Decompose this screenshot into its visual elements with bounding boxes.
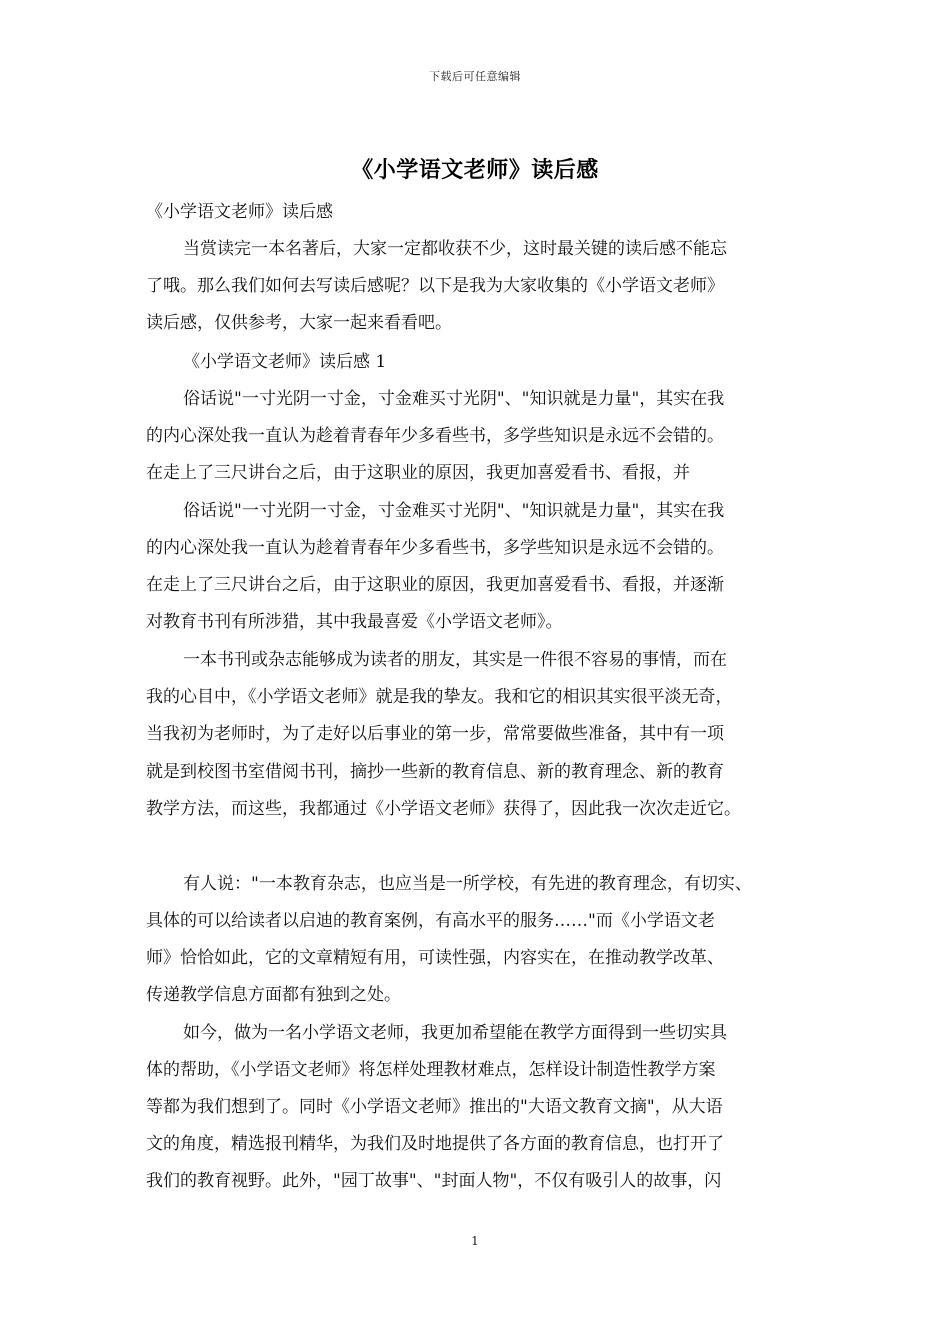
paragraph-line: 有人说："一本教育杂志，也应当是一所学校，有先进的教育理念，有切实、 — [183, 874, 752, 894]
paragraph-line: 在走上了三尺讲台之后，由于这职业的原因，我更加喜爱看书、看报，并逐渐 — [146, 575, 724, 595]
page-number: 1 — [471, 1234, 479, 1248]
paragraph-line: 就是到校图书室借阅书刊，摘抄一些新的教育信息、新的教育理念、新的教育 — [146, 762, 724, 782]
paragraph-line: 读后感，仅供参考，大家一起来看看吧。 — [146, 313, 452, 333]
section-heading: 《小学语文老师》读后感 1 — [183, 352, 387, 372]
paragraph-line: 如今，做为一名小学语文老师，我更加希望能在教学方面得到一些切实具 — [183, 1023, 727, 1043]
paragraph-line: 教学方法，而这些，我都通过《小学语文老师》获得了，因此我一次次走近它。 — [146, 799, 741, 819]
paragraph-line: 文的角度，精选报刊精华，为我们及时地提供了各方面的教育信息，也打开了 — [146, 1134, 724, 1154]
paragraph-line: 对教育书刊有所涉猎，其中我最喜爱《小学语文老师》。 — [146, 612, 563, 632]
paragraph-line: 的内心深处我一直认为趁着青春年少多看些书，多学些知识是永远不会错的。 — [146, 426, 724, 446]
paragraph-line: 一本书刊或杂志能够成为读者的朋友，其实是一件很不容易的事情，而在 — [183, 650, 727, 670]
paragraph-line: 师》恰恰如此，它的文章精短有用，可读性强，内容实在，在推动教学改革、 — [146, 948, 724, 968]
paragraph-line: 俗话说"一寸光阴一寸金，寸金难买寸光阴"、"知识就是力量"，其实在我 — [183, 389, 725, 409]
paragraph-line: 传递教学信息方面都有独到之处。 — [146, 985, 401, 1005]
paragraph-line: 当我初为老师时，为了走好以后事业的第一步，常常要做些准备，其中有一项 — [146, 724, 724, 744]
paragraph-line: 具体的可以给读者以启迪的教育案例，有高水平的服务……"而《小学语文老 — [146, 911, 715, 931]
paragraph-line: 等都为我们想到了。同时《小学语文老师》推出的"大语文教育文摘"，从大语 — [146, 1097, 723, 1117]
paragraph-line: 了哦。那么我们如何去写读后感呢？以下是我为大家收集的《小学语文老师》 — [146, 276, 724, 296]
paragraph-line: 当赏读完一本名著后，大家一定都收获不少，这时最关键的读后感不能忘 — [183, 239, 727, 259]
paragraph-line: 体的帮助，《小学语文老师》将怎样处理教材难点，怎样设计制造性教学方案 — [146, 1060, 716, 1080]
paragraph-line: 我的心目中，《小学语文老师》就是我的挚友。我和它的相识其实很平淡无奇， — [146, 687, 733, 707]
paragraph-line: 我们的教育视野。此外，"园丁故事"、"封面人物"，不仅有吸引人的故事，闪 — [146, 1171, 722, 1191]
subtitle-line: 《小学语文老师》读后感 — [146, 202, 333, 222]
paragraph-line: 的内心深处我一直认为趁着青春年少多看些书，多学些知识是永远不会错的。 — [146, 538, 724, 558]
document-title: 《小学语文老师》读后感 — [351, 157, 599, 183]
paragraph-line: 在走上了三尺讲台之后，由于这职业的原因，我更加喜爱看书、看报，并 — [146, 463, 690, 483]
paragraph-line: 俗话说"一寸光阴一寸金，寸金难买寸光阴"、"知识就是力量"，其实在我 — [183, 501, 725, 521]
page-header: 下载后可任意编辑 — [429, 70, 521, 83]
